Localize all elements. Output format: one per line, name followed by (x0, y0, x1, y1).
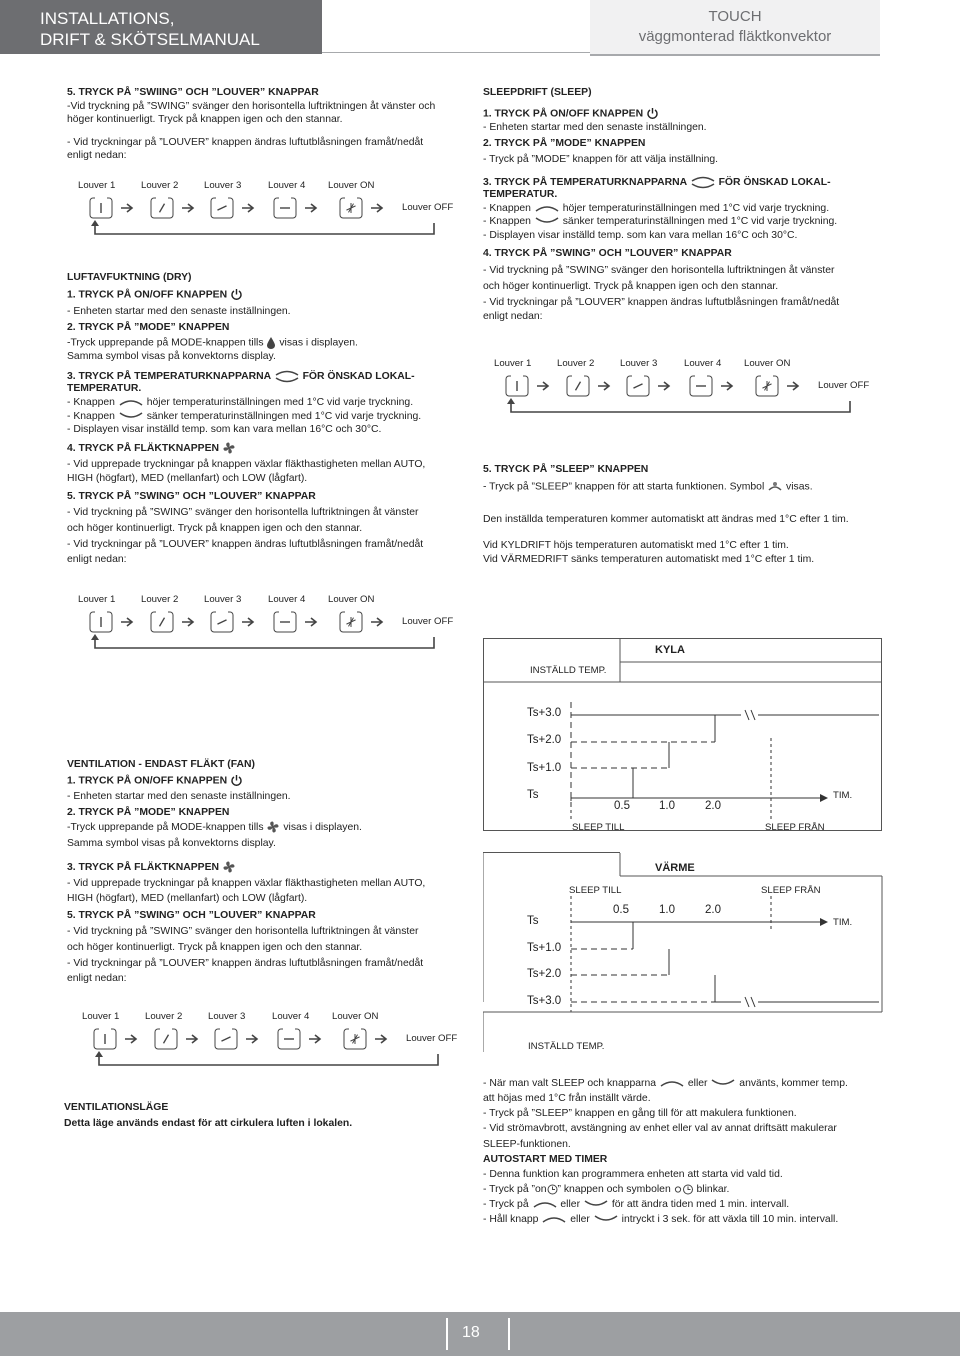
text-part: sänker temperaturinställningen med 1°C vid varje tryckning. (562, 216, 838, 227)
up-arrow-icon (532, 1199, 558, 1209)
step-text: 1. TRYCK PÅ ON/OFF KNAPPEN (483, 108, 644, 120)
diagram-title: KYLA (655, 644, 685, 656)
arrow-right-icon (182, 618, 193, 626)
arrow-right-icon (305, 618, 316, 626)
louver-label: Louver 2 (145, 1011, 183, 1022)
timer-on-icon (674, 1184, 694, 1195)
text-part: - Tryck på ”SLEEP” knappen för att starta funktionen. Symbol (483, 481, 765, 493)
arrow-right-icon (242, 204, 253, 212)
arrow-right-icon (658, 382, 669, 390)
text-part: - Tryck på ”on (483, 1184, 547, 1195)
return-loop-line (95, 223, 434, 234)
arrow-right-icon (371, 618, 382, 626)
paragraph (67, 410, 421, 423)
text-part: - Knappen (67, 397, 115, 408)
text-part: -Tryck upprepande på MODE-knappen tills (67, 337, 264, 349)
time-label: 1.0 (659, 800, 675, 812)
louver-blade-icon (164, 1035, 169, 1044)
paragraph: enligt nedan: (483, 311, 543, 322)
louver-blade-icon (217, 206, 226, 210)
paragraph (483, 1077, 848, 1090)
paragraph: - Vid tryckningar på ”LOUVER” knappen ändras luftutblåsningen framåt/nedåt (67, 958, 424, 969)
paragraph: enligt nedan: (67, 554, 127, 565)
marker-label: SLEEP FRÅN (765, 822, 825, 833)
text-part: - Knappen (483, 216, 531, 227)
louver-sequence-graphic (494, 368, 874, 418)
arrow-right-icon (242, 618, 253, 626)
arrow-right-icon (309, 1035, 320, 1043)
header-title-line1: INSTALLATIONS, (40, 9, 175, 28)
arrow-up-icon (95, 1051, 103, 1057)
louver-sequence-graphic (82, 1021, 462, 1071)
arrow-right-icon (246, 1035, 257, 1043)
paragraph (483, 215, 837, 228)
louver-label: Louver 2 (141, 594, 179, 605)
level-label: Ts+3.0 (527, 995, 562, 1007)
page-number: 18 (462, 1324, 480, 1341)
louver-blade-icon (217, 620, 226, 624)
varme-diagram-lines (483, 852, 883, 1062)
section-title: VENTILATIONSLÄGE (64, 1102, 169, 1113)
louver-label: Louver ON (744, 358, 791, 369)
louver-off-label: Louver OFF (406, 1033, 458, 1044)
footer (0, 1312, 960, 1356)
header-product-line2: väggmonterad fläktkonvektor (638, 28, 832, 45)
time-label: 1.0 (659, 904, 675, 916)
arrow-right-icon (121, 204, 132, 212)
louver-label: Louver 4 (268, 180, 306, 191)
time-label: 2.0 (705, 904, 721, 916)
power-icon (230, 774, 243, 787)
louver-sequence-graphic (78, 190, 458, 240)
louver-sequence (82, 1011, 482, 1071)
step-title: TEMPERATUR. (67, 383, 142, 394)
up-arrow-icon (659, 1078, 685, 1088)
text-part: ” knappen och symbolen (557, 1184, 671, 1195)
paragraph: - Enheten startar med den senaste inställningen. (67, 791, 291, 802)
louver-sequence (78, 180, 478, 240)
step-title: 2. TRYCK PÅ ”MODE” KNAPPEN (67, 322, 230, 333)
paragraph (483, 1213, 838, 1226)
paragraph: - Vid tryckningar på ”LOUVER” knappen ändras luftutblåsningen framåt/nedåt enligt nedan: (67, 137, 424, 161)
louver-blade-icon (160, 618, 165, 627)
arrow-right-icon (598, 382, 609, 390)
kyla-diagram (483, 638, 883, 838)
arrow-right-icon (375, 1035, 386, 1043)
paragraph: - Vid upprepade tryckningar på knappen växlar fläkthastigheten mellan AUTO, (67, 459, 426, 470)
header-title-line2: DRIFT & SKÖTSELMANUAL (40, 30, 260, 49)
paragraph (483, 1198, 789, 1211)
text-part: för att ändra tiden med 1 min. intervall. (611, 1199, 790, 1210)
arrow-right-icon (537, 382, 548, 390)
text-part: FÖR ÖNSKAD LOKAL- (302, 370, 415, 382)
paragraph (483, 1183, 729, 1196)
text-part: blinkar. (696, 1184, 730, 1195)
level-label: Ts (527, 789, 539, 801)
text-part: höjer temperaturinställningen med 1°C vid varje tryckning. (146, 397, 414, 408)
arrow-right-icon (121, 618, 132, 626)
louver-blade-icon (160, 204, 165, 213)
paragraph: - Tryck på ”SLEEP” knappen en gång till för att makulera funktionen. (483, 1108, 797, 1119)
level-label: Ts+1.0 (527, 942, 562, 954)
text-part: visas i displayen. (279, 337, 358, 349)
louver-label: Louver ON (332, 1011, 379, 1022)
up-down-icon (274, 368, 300, 384)
level-label: Ts+2.0 (527, 968, 562, 980)
up-arrow-icon (541, 1214, 567, 1224)
droplet-icon (266, 336, 276, 349)
paragraph: att höjas med 1°C från inställt värde. (483, 1093, 651, 1104)
louver-label: Louver 1 (82, 1011, 120, 1022)
step-title: 4. TRYCK PÅ ”SWING” OCH ”LOUVER” KNAPPAR (483, 248, 732, 259)
arrow-up-icon (91, 634, 99, 640)
marker-label: SLEEP TILL (569, 885, 622, 896)
step-text: 1. TRYCK PÅ ON/OFF KNAPPEN (67, 289, 228, 301)
text-part: - Knappen (483, 203, 531, 214)
text-part: - När man valt SLEEP och knapparna (483, 1078, 657, 1089)
header-product-line1: TOUCH (708, 8, 762, 25)
paragraph: - Vid tryckningar på ”LOUVER” knappen ändras luftutblåsningen framåt/nedåt (483, 297, 840, 308)
fan-icon (222, 441, 236, 455)
paragraph: HIGH (högfart), MED (mellanfart) och LOW (lågfart). (67, 473, 308, 484)
text-part: - Tryck på (483, 1199, 529, 1210)
varme-diagram (483, 852, 883, 1062)
arrow-up-icon (91, 220, 99, 226)
down-arrow-icon (118, 411, 144, 421)
section-title: AUTOSTART MED TIMER (483, 1154, 608, 1165)
section-title: 5. TRYCK PÅ ”SWIING” OCH ”LOUVER” KNAPPAR (67, 87, 319, 98)
paragraph: - Vid upprepade tryckningar på knappen växlar fläkthastigheten mellan AUTO, (67, 878, 426, 889)
text-part: intryckt i 3 sek. för att växla till 10 min. intervall. (621, 1214, 839, 1225)
paragraph: HIGH (högfart), MED (mellanfart) och LOW (lågfart). (67, 893, 308, 904)
paragraph: - Vid tryckningar på ”LOUVER” knappen ändras luftutblåsningen framåt/nedåt (67, 539, 424, 550)
paragraph: enligt nedan: (67, 973, 127, 984)
fan-icon (266, 820, 280, 834)
text-part: FÖR ÖNSKAD LOKAL- (718, 176, 831, 188)
paragraph: - Enheten startar med den senaste inställningen. (483, 122, 707, 133)
paragraph: Detta läge används endast för att cirkulera luften i lokalen. (64, 1118, 353, 1129)
paragraph (67, 820, 362, 834)
down-arrow-icon (593, 1214, 619, 1224)
text-part: 3. TRYCK PÅ TEMPERATURKNAPPARNA (483, 176, 687, 188)
arrow-right-icon (125, 1035, 136, 1043)
section-title: SLEEPDRIFT (SLEEP) (483, 87, 592, 98)
up-arrow-icon (118, 397, 144, 407)
return-loop-line (95, 637, 434, 648)
text-part: -Tryck upprepande på MODE-knappen tills (67, 821, 264, 833)
louver-label: Louver 4 (272, 1011, 310, 1022)
section-title: VENTILATION - ENDAST FLÄKT (FAN) (67, 759, 255, 770)
arrow-up-icon (507, 398, 515, 404)
marker-label: SLEEP FRÅN (761, 885, 821, 896)
paragraph: - Displayen visar inställd temp. som kan vara mellan 16°C och 30°C. (67, 424, 382, 435)
text-part: 3. TRYCK PÅ TEMPERATURKNAPPARNA (67, 370, 271, 382)
text-part: - Knappen (67, 411, 115, 422)
header-divider (322, 52, 590, 53)
paragraph: SLEEP-funktionen. (483, 1139, 571, 1150)
text-part: - Håll knapp (483, 1214, 539, 1225)
louver-sequence (494, 358, 894, 418)
header-left (0, 0, 322, 54)
down-arrow-icon (583, 1199, 609, 1209)
header-right (590, 0, 880, 56)
text-part: 4. TRYCK PÅ FLÄKTKNAPPEN (67, 442, 220, 454)
up-down-icon (690, 174, 716, 190)
time-label: 0.5 (613, 904, 629, 916)
power-icon (230, 288, 243, 301)
footer-divider (446, 1318, 448, 1350)
diagram-label: INSTÄLLD TEMP. (528, 1041, 605, 1052)
paragraph: - Vid tryckning på ”SWING” svänger den horisontella luftriktningen åt vänster (67, 926, 419, 937)
step-text: 1. TRYCK PÅ ON/OFF KNAPPEN (67, 775, 228, 787)
paragraph: - Vid strömavbrott, avstängning av enhet eller val av annat driftsätt makulerar (483, 1123, 837, 1134)
fan-icon (222, 860, 236, 874)
axis-label: TIM. (833, 790, 853, 801)
louver-label: Louver 1 (494, 358, 532, 369)
louver-label: Louver ON (328, 180, 375, 191)
louver-label: Louver 4 (684, 358, 722, 369)
louver-blade-icon (221, 1037, 230, 1041)
louver-label: Louver 2 (557, 358, 595, 369)
text-part: eller (560, 1199, 581, 1210)
arrow-right-icon (371, 204, 382, 212)
paragraph: - Displayen visar inställd temp. som kan vara mellan 16°C och 30°C. (483, 230, 798, 241)
down-arrow-icon (710, 1078, 736, 1088)
step-title (67, 774, 243, 787)
text-part: använts, kommer temp. (739, 1078, 848, 1089)
return-loop-line (511, 401, 850, 412)
paragraph (67, 336, 358, 349)
text-part: 3. TRYCK PÅ FLÄKTKNAPPEN (67, 861, 220, 873)
text-part: visas. (786, 481, 813, 493)
paragraph (483, 480, 813, 493)
arrow-right-icon (787, 382, 798, 390)
return-loop-line (99, 1054, 438, 1065)
louver-label: Louver 1 (78, 180, 116, 191)
paragraph: -Vid tryckning på ”SWING” svänger den horisontella luftriktningen åt vänster och höger kontinuerligt. Tryck på knappen igen och den stannar. (67, 101, 436, 125)
paragraph: och höger kontinuerligt. Tryck på knappen igen och den stannar. (483, 281, 779, 292)
step-title (67, 441, 236, 455)
paragraph: - Vid tryckning på ”SWING” svänger den horisontella luftriktningen åt vänster (67, 507, 419, 518)
paragraph: - Enheten startar med den senaste inställningen. (67, 306, 291, 317)
sleep-icon (767, 480, 783, 493)
louver-off-label: Louver OFF (818, 380, 870, 391)
louver-label: Louver 4 (268, 594, 306, 605)
text-part: höjer temperaturinställningen med 1°C vid varje tryckning. (562, 203, 830, 214)
diagram-title: VÄRME (655, 862, 695, 874)
level-label: Ts+2.0 (527, 734, 562, 746)
louver-sequence-graphic (78, 604, 458, 654)
paragraph: Den inställda temperaturen kommer automatiskt att ändras med 1°C efter 1 tim. (483, 514, 849, 525)
louver-blade-icon (576, 382, 581, 391)
marker-label: SLEEP TILL (572, 822, 625, 833)
level-label: Ts+1.0 (527, 762, 562, 774)
louver-off-label: Louver OFF (402, 616, 454, 627)
paragraph: Vid KYLDRIFT höjs temperaturen automatiskt med 1°C efter 1 tim. (483, 540, 789, 551)
arrow-right-icon (721, 382, 732, 390)
paragraph: Vid VÄRMEDRIFT sänks temperaturen automatiskt med 1°C efter 1 tim. (483, 554, 815, 565)
section-title: LUFTAVFUKTNING (DRY) (67, 272, 192, 283)
louver-blade-icon (633, 384, 642, 388)
louver-label: Louver 3 (204, 594, 242, 605)
text-part: visas i displayen. (283, 821, 362, 833)
louver-label: Louver 3 (620, 358, 658, 369)
arrow-right-icon (186, 1035, 197, 1043)
paragraph: Samma symbol visas på konvektorns display. (67, 838, 276, 849)
level-label: Ts+3.0 (527, 707, 562, 719)
paragraph: Samma symbol visas på konvektorns display. (67, 351, 276, 362)
louver-label: Louver ON (328, 594, 375, 605)
step-title (67, 288, 243, 301)
clock-icon (547, 1184, 558, 1195)
paragraph: och höger kontinuerligt. Tryck på knappen igen och den stannar. (67, 942, 363, 953)
louver-sequence (78, 594, 478, 654)
louver-off-label: Louver OFF (402, 202, 454, 213)
paragraph: - Vid tryckning på ”SWING” svänger den horisontella luftriktningen åt vänster (483, 265, 835, 276)
paragraph: - Tryck på ”MODE” knappen för att välja inställning. (483, 154, 719, 165)
louver-label: Louver 2 (141, 180, 179, 191)
step-title: 2. TRYCK PÅ ”MODE” KNAPPEN (483, 138, 646, 149)
step-title: 5. TRYCK PÅ ”SWING” OCH ”LOUVER” KNAPPAR (67, 491, 316, 502)
paragraph: - Denna funktion kan programmera enheten att starta vid vald tid. (483, 1169, 783, 1180)
power-icon (646, 107, 659, 120)
text-part: eller (570, 1214, 590, 1225)
step-title: 5. TRYCK PÅ ”SLEEP” KNAPPEN (483, 464, 649, 475)
paragraph (67, 396, 413, 409)
up-arrow-icon (534, 203, 560, 213)
down-arrow-icon (534, 216, 560, 226)
time-label: 0.5 (614, 800, 630, 812)
step-title: 2. TRYCK PÅ ”MODE” KNAPPEN (67, 807, 230, 818)
step-title (483, 107, 659, 120)
text-part: sänker temperaturinställningen med 1°C vid varje tryckning. (146, 411, 422, 422)
diagram-label: INSTÄLLD TEMP. (530, 665, 607, 676)
level-label: Ts (527, 915, 539, 927)
axis-label: TIM. (833, 917, 853, 928)
text-part: eller (687, 1078, 708, 1089)
paragraph: och höger kontinuerligt. Tryck på knappen igen och den stannar. (67, 523, 363, 534)
step-title (67, 860, 236, 874)
louver-label: Louver 3 (208, 1011, 246, 1022)
step-title: TEMPERATUR. (483, 189, 558, 200)
louver-label: Louver 1 (78, 594, 116, 605)
paragraph (483, 202, 829, 215)
arrow-right-icon (182, 204, 193, 212)
step-title: 5. TRYCK PÅ ”SWING” OCH ”LOUVER” KNAPPAR (67, 910, 316, 921)
time-label: 2.0 (705, 800, 721, 812)
arrow-right-icon (305, 204, 316, 212)
footer-divider (508, 1318, 510, 1350)
louver-label: Louver 3 (204, 180, 242, 191)
